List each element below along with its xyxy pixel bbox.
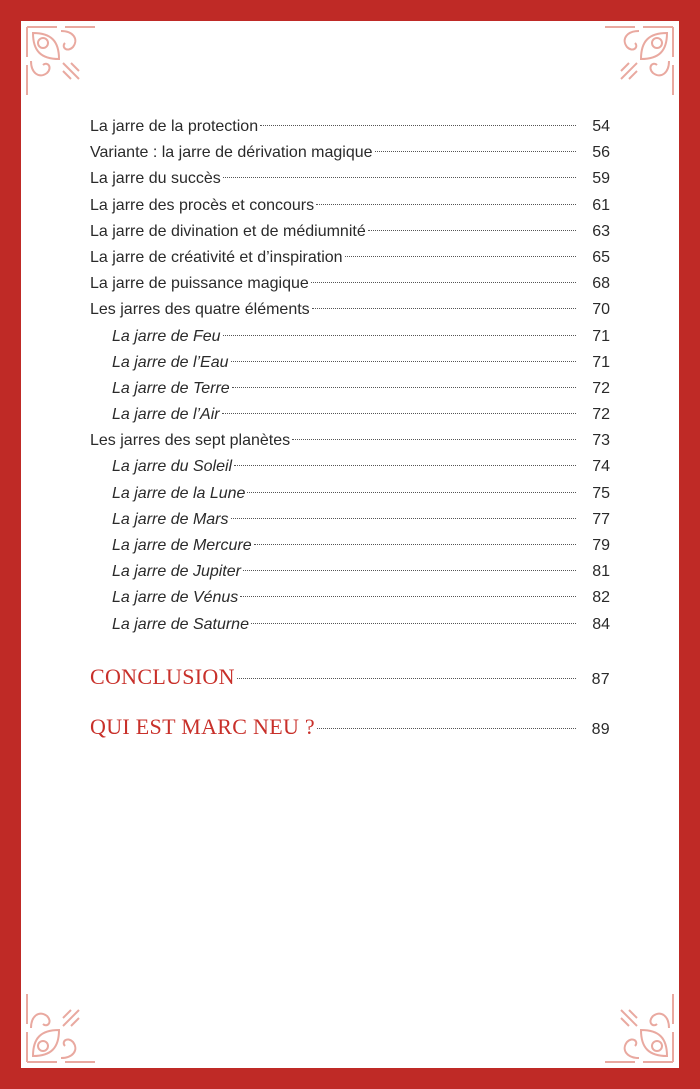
- toc-entry[interactable]: [90, 219, 610, 245]
- dot-leader: [231, 361, 576, 362]
- toc-entry-page: 63: [592, 222, 610, 240]
- toc-entry-label: La jarre de l’Eau: [112, 353, 229, 371]
- toc-subentry[interactable]: [90, 481, 610, 507]
- toc-subentry[interactable]: [90, 402, 610, 428]
- toc-entry-page: 71: [592, 327, 610, 345]
- toc-entry-label: La jarre du succès: [90, 170, 221, 188]
- toc-entry-page: 77: [592, 510, 610, 528]
- toc-entry-page: 56: [592, 144, 610, 162]
- toc-entry-label: La jarre de la Lune: [112, 484, 246, 502]
- toc-entry[interactable]: [90, 193, 610, 219]
- dot-leader: [251, 623, 576, 624]
- toc-entry-label: Variante : la jarre de dérivation magique: [90, 144, 373, 162]
- toc-entry-page: 72: [592, 406, 610, 424]
- toc-subentry[interactable]: [90, 533, 610, 559]
- toc-entry-page: 54: [592, 118, 610, 135]
- dot-leader: [292, 439, 576, 440]
- toc-entry[interactable]: [90, 114, 610, 140]
- toc-entry-label: La jarre de Vénus: [112, 589, 239, 607]
- toc-entry-label: La jarre de Jupiter: [112, 563, 241, 581]
- toc-entry-label: La jarre de Mercure: [112, 537, 252, 554]
- dot-leader: [234, 465, 576, 466]
- toc-entry-label: La jarre de créativité et d’inspiration: [90, 248, 343, 266]
- toc-entry-label: La jarre de la protection: [90, 118, 259, 135]
- dot-leader: [368, 230, 576, 231]
- toc-entry-page: 59: [592, 170, 610, 188]
- dot-leader: [316, 204, 576, 205]
- toc-entry-page: 82: [592, 589, 610, 607]
- toc-entry-label: Les jarres des quatre éléments: [90, 301, 310, 319]
- toc-subentry[interactable]: [90, 350, 610, 376]
- toc-entry-page: 81: [592, 563, 610, 581]
- toc-chapter-label: CONCLUSION: [90, 663, 235, 689]
- toc-entry[interactable]: [90, 140, 610, 166]
- toc-subentry[interactable]: [90, 454, 610, 480]
- ornament-corner-bottom-right-icon: [599, 988, 679, 1068]
- toc-subentry[interactable]: [90, 585, 610, 611]
- toc-subentry[interactable]: [90, 324, 610, 350]
- ornament-corner-top-right-icon: [599, 21, 679, 101]
- toc-entry-label: La jarre de Mars: [112, 510, 229, 528]
- dot-leader: [345, 256, 576, 257]
- dot-leader: [232, 387, 576, 388]
- dot-leader: [260, 125, 576, 126]
- toc-entry-label: La jarre du Soleil: [112, 458, 233, 476]
- toc-entry-label: La jarre de divination et de médiumnité: [90, 222, 366, 240]
- dot-leader: [312, 308, 576, 309]
- toc-chapter-page: 89: [591, 720, 610, 738]
- dot-leader: [231, 518, 577, 519]
- toc-entry[interactable]: [90, 428, 610, 454]
- dot-leader: [223, 177, 576, 178]
- toc-entry-page: 73: [592, 432, 610, 450]
- toc-chapter-author[interactable]: [90, 712, 610, 742]
- dot-leader: [311, 282, 576, 283]
- toc-chapter-page: 87: [591, 670, 610, 688]
- toc-entry-label: La jarre de Terre: [112, 379, 230, 397]
- toc-entry-page: 72: [592, 379, 610, 397]
- toc-chapter-conclusion[interactable]: [90, 662, 610, 692]
- toc-subentry[interactable]: [90, 507, 610, 533]
- dot-leader: [237, 678, 576, 679]
- toc-entry-label: Les jarres des sept planètes: [90, 432, 291, 450]
- toc-entry[interactable]: [90, 245, 610, 271]
- toc-entry-label: La jarre de l’Air: [112, 406, 220, 424]
- dot-leader: [247, 492, 576, 493]
- dot-leader: [223, 335, 576, 336]
- toc-entry[interactable]: [90, 271, 610, 297]
- dot-leader: [222, 413, 576, 414]
- toc-entry-page: 65: [592, 248, 610, 266]
- toc-entry-page: 75: [592, 484, 610, 502]
- toc-entry-page: 70: [592, 301, 610, 319]
- dot-leader: [375, 151, 576, 152]
- toc-entry-page: 74: [592, 458, 610, 476]
- toc-subentry[interactable]: [90, 376, 610, 402]
- table-of-contents: [90, 114, 610, 742]
- toc-subentry[interactable]: [90, 559, 610, 585]
- dot-leader: [254, 544, 576, 545]
- toc-entry-label: La jarre des procès et concours: [90, 196, 315, 214]
- toc-entry[interactable]: [90, 297, 610, 323]
- toc-entry-page: 79: [592, 537, 610, 554]
- toc-entry[interactable]: [90, 166, 610, 192]
- dot-leader: [240, 596, 576, 597]
- dot-leader: [243, 570, 576, 571]
- toc-entry-page: 68: [592, 275, 610, 293]
- toc-entry-page: 71: [592, 353, 610, 371]
- toc-entry-page: 84: [592, 615, 610, 633]
- ornament-corner-top-left-icon: [21, 21, 101, 101]
- toc-entry-page: 61: [592, 196, 610, 214]
- dot-leader: [317, 728, 576, 729]
- toc-chapter-label: QUI EST MARC NEU ?: [90, 713, 315, 739]
- toc-subentry[interactable]: [90, 612, 610, 638]
- ornament-corner-bottom-left-icon: [21, 988, 101, 1068]
- toc-entry-label: La jarre de Saturne: [112, 615, 249, 633]
- toc-entry-label: La jarre de puissance magique: [90, 275, 309, 293]
- toc-entry-label: La jarre de Feu: [112, 327, 221, 345]
